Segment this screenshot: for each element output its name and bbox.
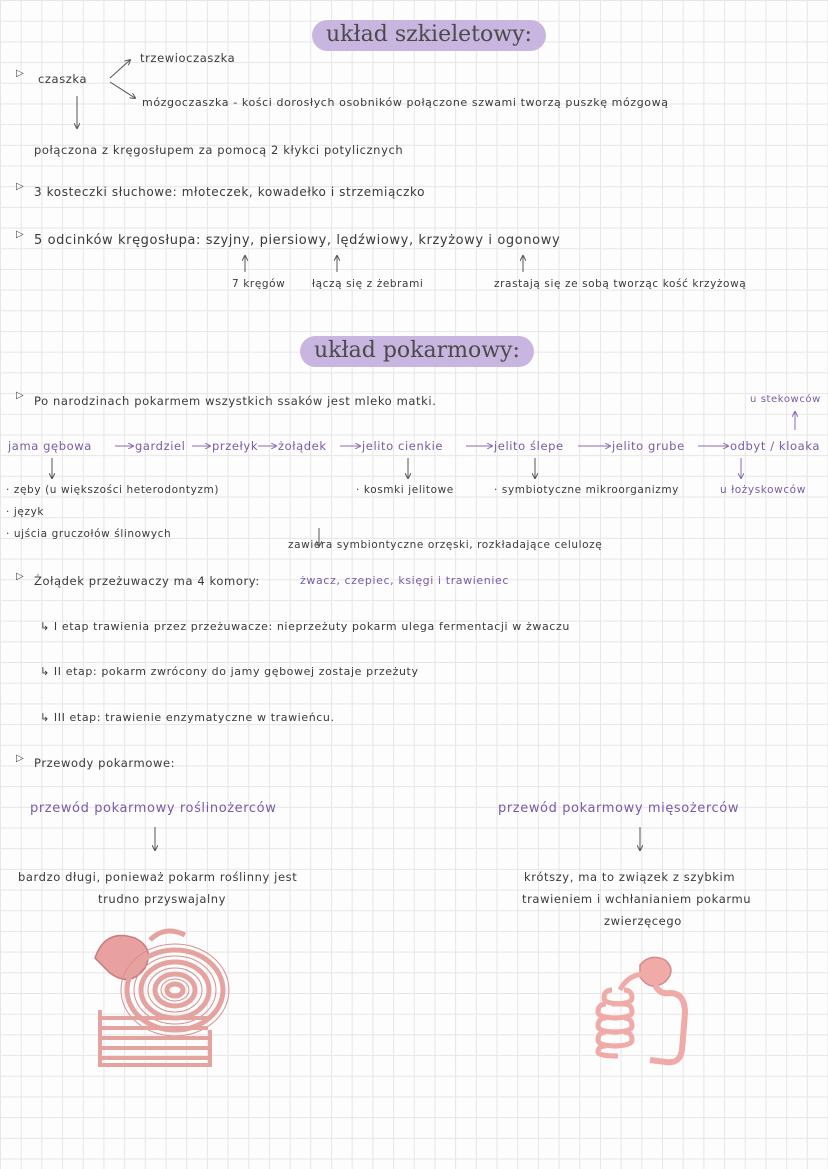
bullet-icon: ▷ (16, 753, 24, 764)
etap3-text: ↳ III etap: trawienie enzymatyczne w trawieńcu. (40, 711, 335, 724)
skeletal-title: układ szkieletowy: (312, 20, 546, 51)
komory-list: żwacz, czepiec, księgi i trawieniec (300, 574, 510, 587)
digestive-title: układ pokarmowy: (300, 336, 534, 367)
bullet-icon: ▷ (16, 68, 24, 79)
lozyskowcow-label: u łożyskowców (720, 484, 806, 496)
kosmki-text: · kosmki jelitowe (356, 484, 454, 496)
przewody-label: Przewody pokarmowe: (34, 756, 176, 770)
bullet-icon: ▷ (16, 181, 24, 192)
polaczona-text: połączona z kręgosłupem za pomocą 2 kłykci potylicznych (34, 143, 404, 157)
carnivore-gut-illustration (598, 957, 685, 1062)
trzewioczaszka-label: trzewioczaszka (140, 51, 236, 65)
czaszka-label: czaszka (38, 72, 88, 86)
kosteczki-text: 3 kosteczki słuchowe: młoteczek, kowadełko i strzemiączko (34, 185, 426, 199)
jezyk-text: · język (6, 506, 45, 518)
odcinki-text: 5 odcinków kręgosłupa: szyjny, piersiowy, lędźwiowy, krzyżowy i ogonowy (34, 233, 561, 248)
miesozercy-desc-2: trawieniem i wchłanianiem pokarmu (522, 892, 752, 906)
note-kregow: 7 kręgów (232, 278, 286, 290)
chain-odbyt-kloaka: odbyt / kloaka (730, 439, 820, 453)
chain-zoladek: żołądek (278, 439, 327, 453)
chain-jelito-grube: jelito grube (612, 439, 685, 453)
chain-jelito-cienkie: jelito cienkie (362, 439, 444, 453)
roslinozercy-desc-1: bardzo długi, ponieważ pokarm roślinny jest (18, 870, 298, 884)
u-stekowcow-label: u stekowców (750, 394, 821, 405)
zoladek-label: Żołądek przeżuwaczy ma 4 komory: (34, 574, 260, 588)
herbivore-gut-illustration (95, 931, 229, 1065)
bullet-icon: ▷ (16, 229, 24, 240)
bullet-icon: ▷ (16, 571, 24, 582)
roslinozercy-desc-2: trudno przyswajalny (98, 892, 227, 906)
symbio-text: · symbiotyczne mikroorganizmy (494, 484, 679, 496)
chain-jama-gebowa: jama gębowa (8, 439, 92, 453)
note-krzyzowa: zrastają się ze sobą tworząc kość krzyżową (494, 278, 747, 290)
chain-przelyk: przełyk (212, 439, 259, 453)
etap1-text: ↳ I etap trawienia przez przeżuwacze: nieprzeżuty pokarm ulega fermentacji w żwaczu (40, 620, 570, 633)
ujscia-text: · ujścia gruczołów ślinowych (6, 528, 172, 540)
bullet-icon: ▷ (16, 390, 24, 401)
note-zebra: łączą się z żebrami (312, 278, 424, 290)
chain-gardziel: gardziel (135, 439, 186, 453)
chain-jelito-slepe: jelito ślepe (494, 439, 564, 453)
branch-arrow-top (110, 60, 130, 78)
miesozercy-desc-1: krótszy, ma to związek z szybkim (524, 870, 736, 884)
roslinozercy-title: przewód pokarmowy roślinożerców (30, 801, 277, 816)
mleko-text: Po narodzinach pokarmem wszystkich ssaków jest mleko matki. (34, 394, 437, 408)
etap2-text: ↳ II etap: pokarm zwrócony do jamy gębowej zostaje przeżuty (40, 665, 419, 678)
miesozercy-title: przewód pokarmowy mięsożerców (498, 801, 740, 816)
miesozercy-desc-3: zwierzęcego (604, 914, 682, 928)
zawiera-text: zawiera symbiontyczne orzęski, rozkładające celulozę (288, 539, 603, 551)
branch-arrow-bottom (110, 82, 135, 98)
mozgoczaszka-text: mózgoczaszka - kości dorosłych osobników połączone szwami tworzą puszkę mózgową (142, 96, 669, 109)
zeby-text: · zęby (u większości heterodontyzm) (6, 484, 220, 496)
